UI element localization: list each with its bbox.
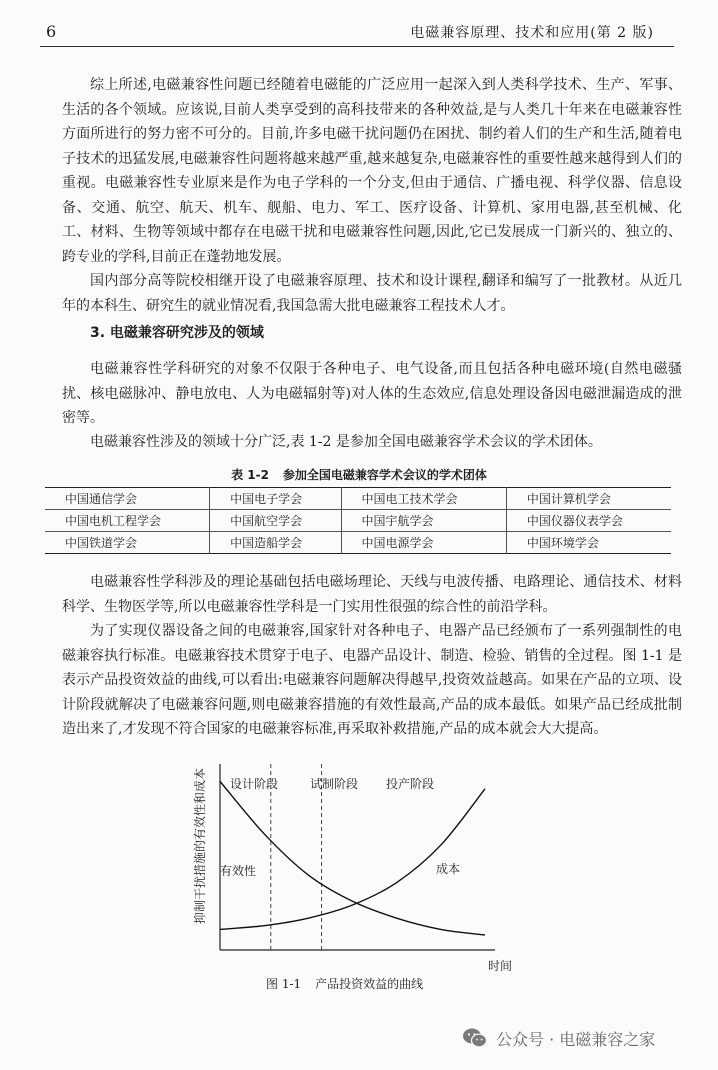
figure-caption — [266, 975, 437, 992]
curve-label-cost: 成本 — [436, 862, 461, 876]
page-header — [40, 18, 674, 47]
table-row — [45, 510, 671, 532]
table-cell: 中国宇航学会 — [341, 510, 506, 532]
x-axis-label: 时间 — [488, 959, 513, 973]
table-cell: 中国通信学会 — [45, 488, 210, 510]
table-number: 表 1-2 — [231, 468, 269, 482]
running-title: 电磁兼容原理、技术和应用(第 2 版) — [410, 25, 654, 41]
table-cell: 中国环境学会 — [506, 532, 671, 554]
table-cell: 中国航空学会 — [210, 510, 341, 532]
figure-number: 图 1-1 — [266, 977, 302, 991]
paragraph-summary: 综上所述,电磁兼容性问题已经随着电磁能的广泛应用一起深入到人类科学技术、生产、军事、生活的各个领域。应该说,目前人类享受到的高科技带来的各种效益,是与人类几十年来在电磁兼容性方面所进行的努力密不可分的。目前,许多电磁干扰问题仍在困扰、制约着人们的生产和生活,随着电子技术的迅猛发展,电磁兼容性问题将越来越严重,越来越复杂,电磁兼容性的重要性越来越得到人们的重视。电磁兼容性专业原来是作为电子学科的一个分支,但由于通信、广播电视、科学仪器、信息设备、交通、航空、航天、机车、舰船、电力、军工、医疗设备、计算机、家用电器,甚至机械、化工、材料、生物等领域中都存在电磁干扰和电磁兼容性问题,因此,它已发展成一门新兴的、独立的、跨专业的学科,目前正在蓬勃地发展。 — [62, 77, 682, 265]
table-cell: 中国电工技术学会 — [341, 488, 506, 510]
paragraph-research-scope: 电磁兼容性学科研究的对象不仅限于各种电子、电气设备,而且包括各种电磁环境(自然电磁骚扰、核电磁脉冲、静电放电、人为电磁辐射等)对人体的生态效应,信息处理设备因电磁泄漏造成的泄密等。 — [62, 361, 682, 426]
table-row — [45, 488, 671, 510]
wechat-icon — [462, 1027, 488, 1049]
section-heading: 3. 电磁兼容研究涉及的领域 — [90, 325, 264, 341]
watermark — [462, 1023, 655, 1053]
paragraph-standards: 为了实现仪器设备之间的电磁兼容,国家针对各种电子、电器产品已经颁布了一系列强制性的电磁兼容执行标准。电磁兼容技术贯穿于电子、电器产品设计、制造、检验、销售的全过程。图 1-1 是表示产品投资效益的曲线,可以看出:电磁兼容问题解决得越早,投资效益越高。如果在产品的立项、设计阶段就解决了电磁兼容问题,则电磁兼容措施的有效性最高,产品的成本最低。如果产品已经成批制造出来了,才发现不符合国家的电磁兼容标准,再采取补救措施,产品的成本就会大大提高。 — [62, 623, 682, 737]
academic-societies-table — [45, 487, 671, 554]
paragraph-fields: 电磁兼容性涉及的领域十分广泛,表 1-2 是参加全国电磁兼容学术会议的学术团体。 — [90, 434, 602, 450]
figure-title: 产品投资效益的曲线 — [315, 977, 424, 991]
table-caption — [0, 466, 718, 483]
table-cell: 中国电源学会 — [341, 532, 506, 554]
table-cell: 中国电子学会 — [210, 488, 341, 510]
paragraph-theory: 电磁兼容性学科涉及的理论基础包括电磁场理论、天线与电波传播、电路理论、通信技术、材料科学、生物医学等,所以电磁兼容性学科是一门实用性很强的综合性的前沿学科。 — [62, 574, 682, 615]
investment-benefit-chart — [180, 760, 520, 980]
phase-label-production: 投产阶段 — [385, 777, 435, 791]
table-cell: 中国计算机学会 — [506, 488, 671, 510]
table-title: 参加全国电磁兼容学术会议的学术团体 — [282, 468, 487, 482]
table-cell: 中国仪器仪表学会 — [506, 510, 671, 532]
effectiveness-curve — [220, 781, 485, 935]
phase-label-design: 设计阶段 — [229, 777, 279, 791]
y-axis-label: 抑制干扰措施的有效性和成本 — [193, 768, 207, 925]
phase-label-trial: 试制阶段 — [309, 777, 359, 791]
watermark-text: 公众号 · 电磁兼容之家 — [496, 1029, 656, 1049]
page-number: 6 — [46, 22, 57, 41]
cost-curve — [220, 789, 485, 930]
curve-label-effectiveness: 有效性 — [220, 864, 257, 878]
table-row — [45, 532, 671, 554]
table-cell: 中国铁道学会 — [45, 532, 210, 554]
table-cell: 中国电机工程学会 — [45, 510, 210, 532]
table-cell: 中国造船学会 — [210, 532, 341, 554]
paragraph-education: 国内部分高等院校相继开设了电磁兼容原理、技术和设计课程,翻译和编写了一批教材。从近几年的本科生、研究生的就业情况看,我国急需大批电磁兼容工程技术人才。 — [62, 273, 682, 314]
